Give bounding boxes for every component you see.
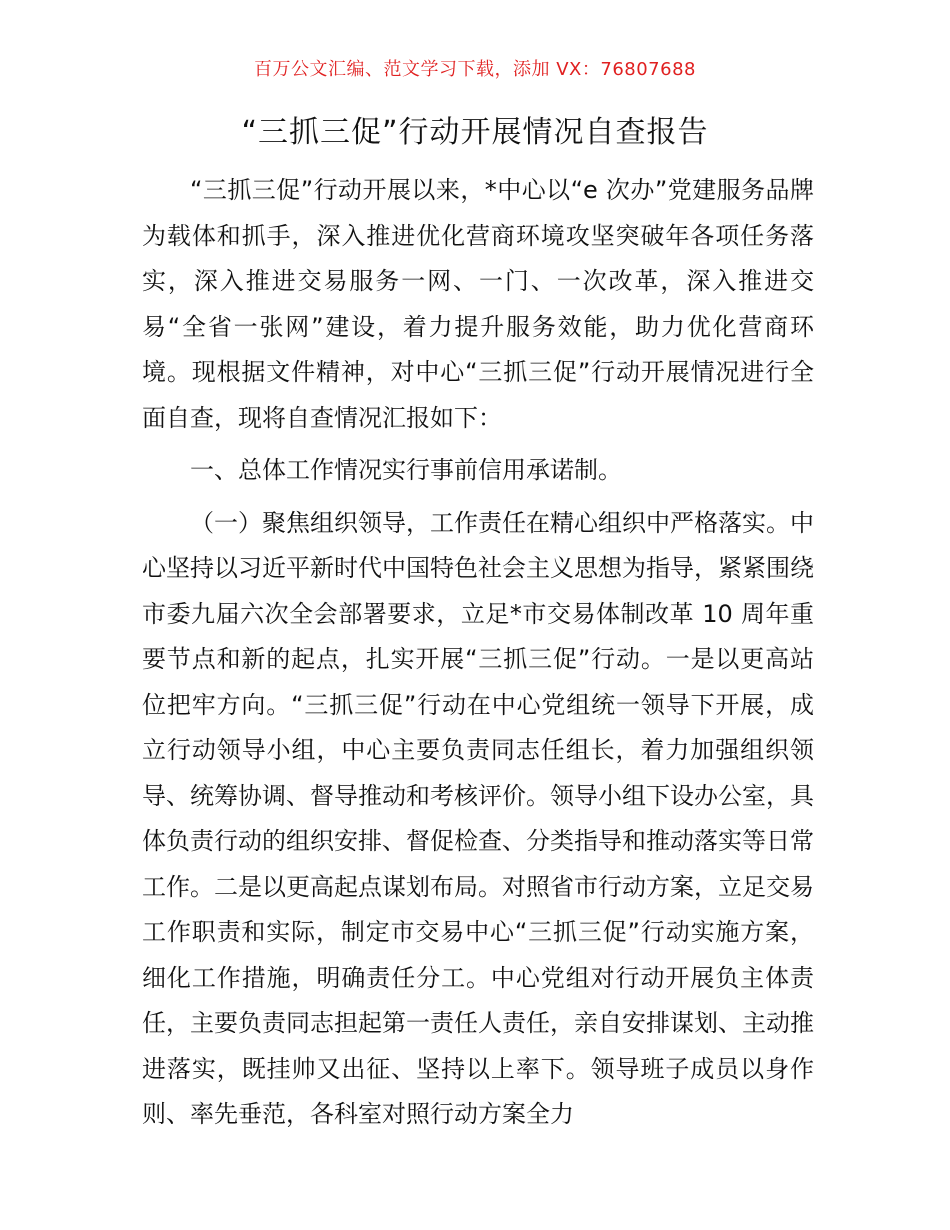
body-paragraph: （一）聚焦组织领导，工作责任在精心组织中严格落实。中心坚持以习近平新时代中国特色社会主义思想为指导，紧紧围绕市委九届六次全会部署要求，立足*市交易体制改革 10 周年重要节点和新的起点，扎实开展“三抓三促”行动。一是以更高站位把牢方向。“三抓三促”行动在中心党组统一领导下开展，成立行动领导小组，中心主要负责同志任组长，着力加强组织领导、统筹协调、督导推动和考核评价。领导小组下设办公室，具体负责行动的组织安排、督促检查、分类指导和推动落实等日常工作。二是以更高起点谋划布局。对照省市行动方案，立足交易工作职责和实际，制定市交易中心“三抓三促”行动实施方案，细化工作措施，明确责任分工。中心党组对行动开展负主体责任，主要负责同志担起第一责任人责任，亲自安排谋划、主动推进落实，既挂帅又出征、坚持以上率下。领导班子成员以身作则、率先垂范，各科室对照行动方案全力 — [142, 508, 814, 1128]
header-banner: 百万公文汇编、范文学习下载，添加 VX：76807688 — [254, 59, 696, 80]
intro-paragraph: “三抓三促”行动开展以来，*中心以“e 次办”党建服务品牌为载体和抓手，深入推进优化营商环境攻坚突破年各项任务落实，深入推进交易服务一网、一门、一次改革，深入推进交易“全省一张网”建设，着力提升服务效能，助力优化营商环境。现根据文件精神，对中心“三抓三促”行动开展情况进行全面自查，现将自查情况汇报如下： — [142, 176, 814, 432]
section-heading: 一、总体工作情况实行事前信用承诺制。 — [190, 456, 622, 484]
document-body — [142, 168, 814, 1138]
document-title: “三抓三促”行动开展情况自查报告 — [241, 115, 709, 150]
